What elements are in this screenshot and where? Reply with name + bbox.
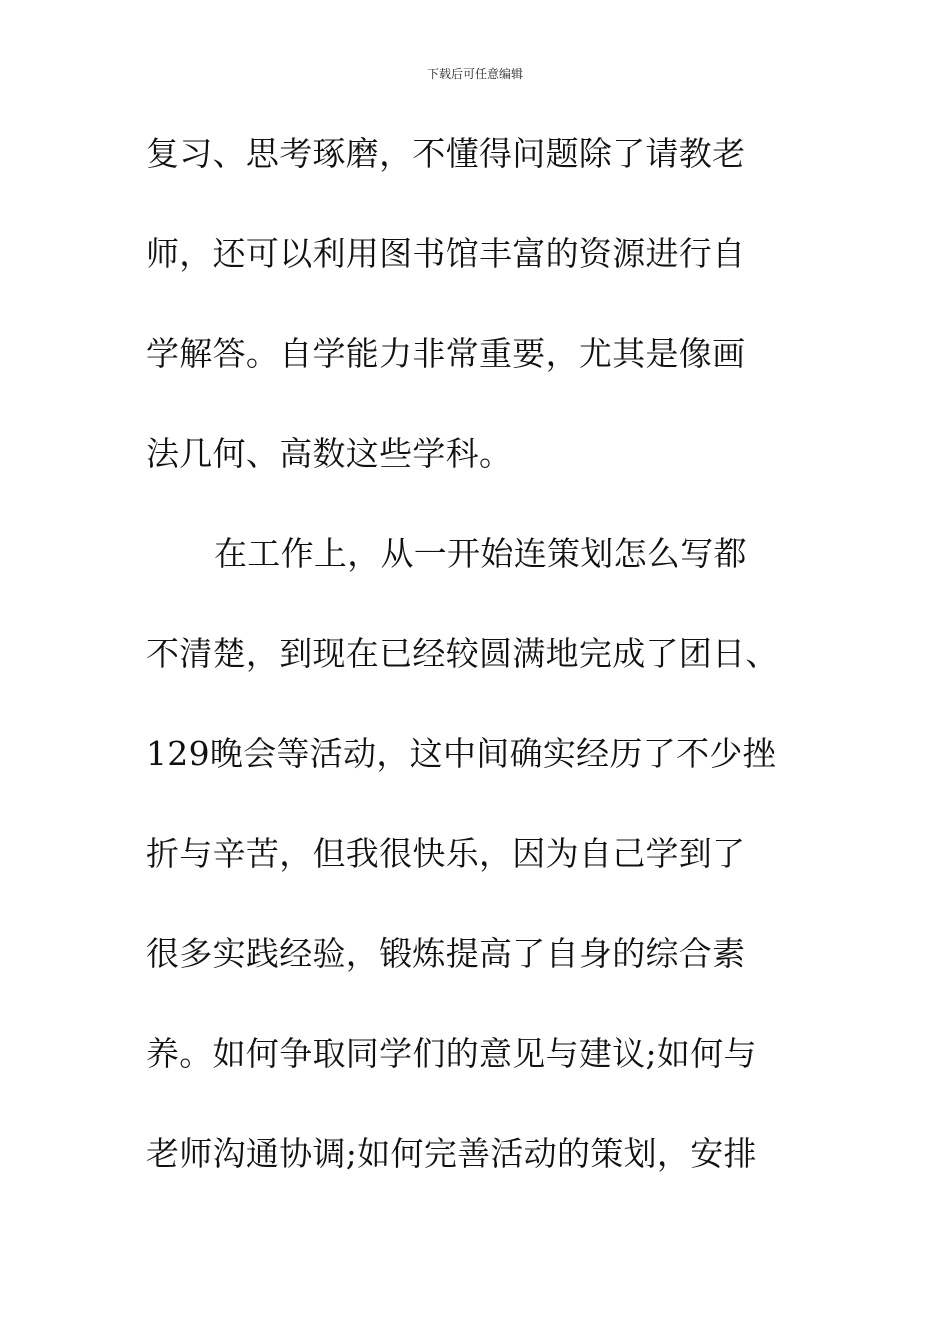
- page-header: 下载后可任意编辑: [426, 67, 523, 81]
- text-line: 法几何、高数这些学科。: [146, 434, 513, 473]
- text-line: 不清楚，到现在已经较圆满地完成了团日、: [146, 634, 779, 673]
- text-line: 复习、思考琢磨，不懂得问题除了请教老: [146, 134, 746, 173]
- text-line: 129晚会等活动，这中间确实经历了不少挫: [146, 734, 776, 773]
- text-line: 学解答。自学能力非常重要，尤其是像画: [146, 334, 746, 373]
- text-line: 很多实践经验，锻炼提高了自身的综合素: [146, 934, 746, 973]
- text-line: 师，还可以利用图书馆丰富的资源进行自: [146, 234, 746, 273]
- paragraph-first-line: 在工作上，从一开始连策划怎么写都: [214, 534, 747, 573]
- text-line: 养。如何争取同学们的意见与建议;如何与: [146, 1034, 757, 1073]
- text-line: 老师沟通协调;如何完善活动的策划，安排: [146, 1134, 757, 1173]
- text-line: 折与辛苦，但我很快乐，因为自己学到了: [146, 834, 746, 873]
